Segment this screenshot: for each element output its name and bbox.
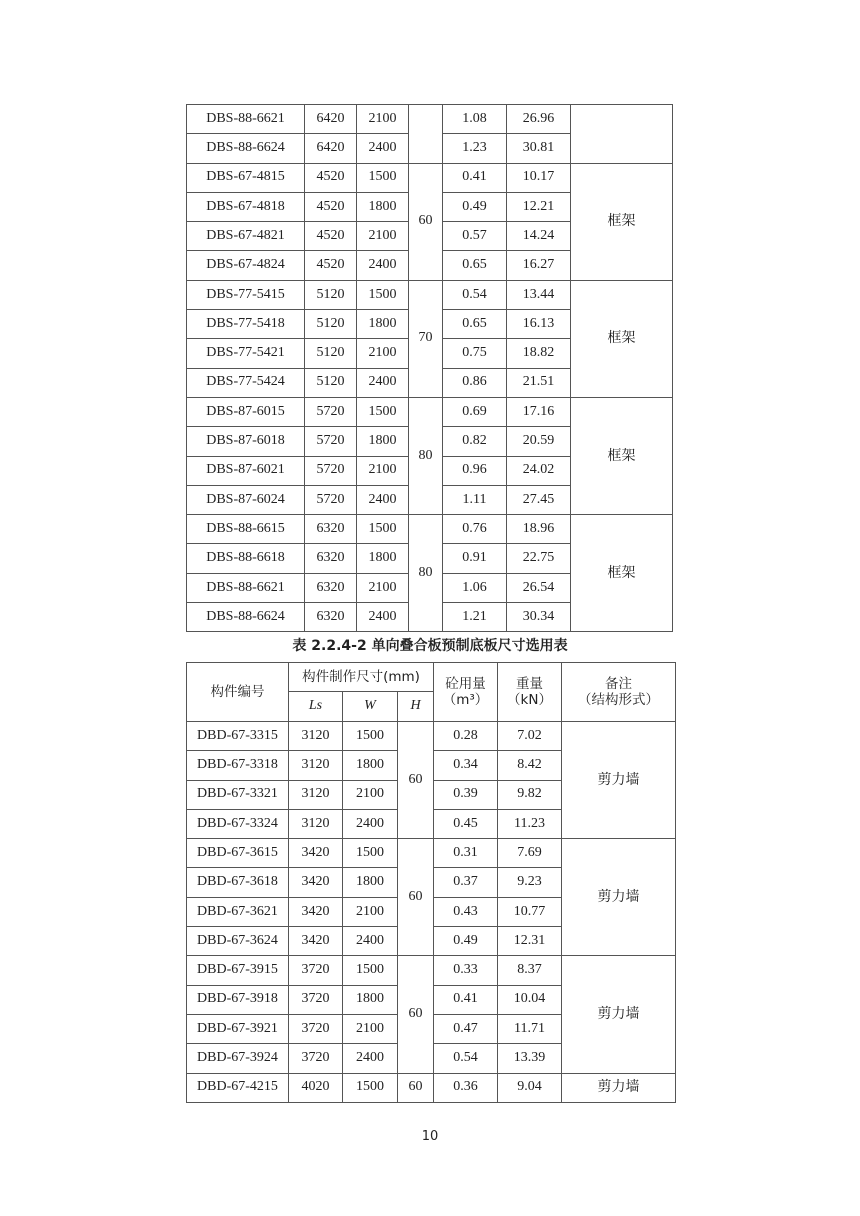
cell-concrete: 1.23: [443, 134, 507, 163]
cell-width: 1800: [343, 868, 398, 897]
cell-concrete: 0.45: [434, 809, 498, 838]
cell-width: 1500: [357, 515, 409, 544]
cell-concrete: 0.41: [443, 163, 507, 192]
cell-thickness: [409, 105, 443, 164]
cell-weight: 9.82: [498, 780, 562, 809]
cell-weight: 20.59: [507, 427, 571, 456]
cell-thickness: 60: [398, 839, 434, 956]
cell-component-id: DBS-88-6621: [187, 105, 305, 134]
cell-width: 1500: [343, 1073, 398, 1102]
cell-concrete: 0.86: [443, 368, 507, 397]
cell-concrete: 0.54: [434, 1044, 498, 1073]
col-header-concrete-label: 砼用量: [445, 675, 486, 692]
cell-thickness: 80: [409, 397, 443, 514]
cell-length: 6320: [305, 515, 357, 544]
cell-weight: 18.96: [507, 515, 571, 544]
cell-length: 6420: [305, 105, 357, 134]
cell-thickness: 80: [409, 515, 443, 632]
cell-weight: 16.13: [507, 310, 571, 339]
cell-width: 2400: [343, 1044, 398, 1073]
cell-concrete: 0.91: [443, 544, 507, 573]
cell-thickness: 60: [398, 1073, 434, 1102]
cell-weight: 7.69: [498, 839, 562, 868]
cell-width: 2400: [357, 251, 409, 280]
cell-structure-note: 剪力墙: [562, 722, 676, 839]
cell-component-id: DBD-67-3618: [187, 868, 289, 897]
cell-component-id: DBS-87-6018: [187, 427, 305, 456]
cell-weight: 9.04: [498, 1073, 562, 1102]
cell-length: 3720: [289, 1014, 343, 1043]
cell-concrete: 0.33: [434, 956, 498, 985]
cell-weight: 12.31: [498, 927, 562, 956]
cell-component-id: DBS-77-5421: [187, 339, 305, 368]
slab-table-continued: [186, 104, 673, 632]
cell-concrete: 1.06: [443, 573, 507, 602]
cell-structure-note: 框架: [571, 515, 673, 632]
cell-concrete: 0.43: [434, 897, 498, 926]
cell-length: 5720: [305, 427, 357, 456]
cell-width: 2100: [343, 1014, 398, 1043]
cell-width: 2100: [357, 222, 409, 251]
col-header-concrete: [434, 663, 498, 722]
cell-component-id: DBS-77-5415: [187, 280, 305, 309]
cell-concrete: 0.39: [434, 780, 498, 809]
table-row: [187, 397, 673, 426]
cell-width: 2100: [357, 339, 409, 368]
cell-width: 1800: [343, 985, 398, 1014]
col-header-h: H: [398, 692, 434, 722]
cell-weight: 18.82: [507, 339, 571, 368]
cell-concrete: 1.21: [443, 603, 507, 632]
cell-concrete: 0.36: [434, 1073, 498, 1102]
table-row: [187, 515, 673, 544]
cell-component-id: DBS-87-6021: [187, 456, 305, 485]
cell-thickness: 60: [409, 163, 443, 280]
cell-component-id: DBS-88-6615: [187, 515, 305, 544]
cell-concrete: 0.96: [443, 456, 507, 485]
cell-width: 1500: [343, 956, 398, 985]
cell-component-id: DBS-67-4821: [187, 222, 305, 251]
cell-width: 2400: [357, 485, 409, 514]
cell-length: 3720: [289, 985, 343, 1014]
table-row: [187, 105, 673, 134]
cell-concrete: 0.41: [434, 985, 498, 1014]
cell-structure-note: 剪力墙: [562, 956, 676, 1073]
col-header-note-label: 备注: [605, 675, 633, 692]
cell-concrete: 1.08: [443, 105, 507, 134]
cell-width: 1500: [357, 163, 409, 192]
cell-length: 6320: [305, 544, 357, 573]
cell-structure-note: 剪力墙: [562, 1073, 676, 1102]
table-row: [187, 839, 676, 868]
cell-concrete: 0.34: [434, 751, 498, 780]
cell-structure-note: 剪力墙: [562, 839, 676, 956]
cell-length: 4020: [289, 1073, 343, 1102]
cell-component-id: DBD-67-3324: [187, 809, 289, 838]
cell-weight: 13.44: [507, 280, 571, 309]
cell-component-id: DBS-67-4818: [187, 192, 305, 221]
cell-weight: 26.54: [507, 573, 571, 602]
cell-length: 3420: [289, 839, 343, 868]
cell-structure-note: 框架: [571, 280, 673, 397]
cell-component-id: DBD-67-3321: [187, 780, 289, 809]
cell-weight: 30.81: [507, 134, 571, 163]
cell-width: 2400: [357, 134, 409, 163]
col-header-weight-label: 重量: [516, 675, 544, 692]
cell-width: 2100: [357, 573, 409, 602]
cell-thickness: 60: [398, 722, 434, 839]
cell-length: 3120: [289, 809, 343, 838]
cell-concrete: 1.11: [443, 485, 507, 514]
one-way-slab-selection-table: [186, 662, 676, 1103]
col-header-weight-unit: （kN）: [507, 692, 552, 708]
cell-length: 3120: [289, 722, 343, 751]
cell-length: 4520: [305, 192, 357, 221]
cell-component-id: DBD-67-3315: [187, 722, 289, 751]
cell-concrete: 0.82: [443, 427, 507, 456]
cell-length: 3420: [289, 927, 343, 956]
cell-component-id: DBD-67-3318: [187, 751, 289, 780]
cell-weight: 12.21: [507, 192, 571, 221]
table-row: [187, 163, 673, 192]
cell-thickness: 60: [398, 956, 434, 1073]
cell-weight: 26.96: [507, 105, 571, 134]
cell-concrete: 0.65: [443, 251, 507, 280]
cell-thickness: 70: [409, 280, 443, 397]
table-header-row: [187, 663, 676, 692]
cell-width: 1500: [357, 397, 409, 426]
cell-length: 5120: [305, 339, 357, 368]
col-header-id: 构件编号: [187, 663, 289, 722]
cell-component-id: DBD-67-3921: [187, 1014, 289, 1043]
cell-weight: 11.71: [498, 1014, 562, 1043]
cell-width: 2100: [357, 456, 409, 485]
cell-width: 2400: [343, 809, 398, 838]
cell-structure-note: 框架: [571, 397, 673, 514]
cell-width: 2100: [343, 780, 398, 809]
cell-weight: 22.75: [507, 544, 571, 573]
cell-length: 3120: [289, 780, 343, 809]
cell-weight: 17.16: [507, 397, 571, 426]
cell-concrete: 0.28: [434, 722, 498, 751]
cell-weight: 27.45: [507, 485, 571, 514]
cell-weight: 8.37: [498, 956, 562, 985]
cell-concrete: 0.49: [434, 927, 498, 956]
cell-component-id: DBS-88-6624: [187, 134, 305, 163]
cell-concrete: 0.37: [434, 868, 498, 897]
cell-width: 2400: [357, 603, 409, 632]
cell-weight: 10.17: [507, 163, 571, 192]
table-row: [187, 1073, 676, 1102]
cell-concrete: 0.65: [443, 310, 507, 339]
cell-length: 3420: [289, 868, 343, 897]
cell-length: 5720: [305, 456, 357, 485]
col-header-w: W: [343, 692, 398, 722]
cell-width: 1800: [357, 427, 409, 456]
cell-length: 5720: [305, 397, 357, 426]
cell-concrete: 0.31: [434, 839, 498, 868]
cell-weight: 14.24: [507, 222, 571, 251]
cell-length: 3120: [289, 751, 343, 780]
cell-length: 4520: [305, 251, 357, 280]
cell-concrete: 0.75: [443, 339, 507, 368]
cell-component-id: DBD-67-3924: [187, 1044, 289, 1073]
table-caption: 表 2.2.4-2 单向叠合板预制底板尺寸选用表: [292, 638, 568, 654]
cell-weight: 21.51: [507, 368, 571, 397]
cell-weight: 24.02: [507, 456, 571, 485]
cell-component-id: DBS-87-6024: [187, 485, 305, 514]
cell-component-id: DBD-67-3624: [187, 927, 289, 956]
col-header-note: [562, 663, 676, 722]
cell-component-id: DBS-67-4815: [187, 163, 305, 192]
cell-length: 4520: [305, 222, 357, 251]
table-row: [187, 956, 676, 985]
cell-width: 2400: [343, 927, 398, 956]
cell-length: 4520: [305, 163, 357, 192]
cell-concrete: 0.54: [443, 280, 507, 309]
cell-component-id: DBS-67-4824: [187, 251, 305, 280]
cell-width: 1800: [343, 751, 398, 780]
cell-weight: 10.77: [498, 897, 562, 926]
cell-weight: 16.27: [507, 251, 571, 280]
cell-concrete: 0.49: [443, 192, 507, 221]
cell-width: 1800: [357, 310, 409, 339]
cell-width: 1800: [357, 544, 409, 573]
cell-length: 3720: [289, 956, 343, 985]
cell-weight: 8.42: [498, 751, 562, 780]
cell-concrete: 0.47: [434, 1014, 498, 1043]
cell-component-id: DBS-77-5418: [187, 310, 305, 339]
cell-component-id: DBD-67-3915: [187, 956, 289, 985]
cell-weight: 13.39: [498, 1044, 562, 1073]
cell-component-id: DBS-87-6015: [187, 397, 305, 426]
cell-weight: 10.04: [498, 985, 562, 1014]
cell-component-id: DBD-67-3615: [187, 839, 289, 868]
cell-weight: 9.23: [498, 868, 562, 897]
cell-weight: 11.23: [498, 809, 562, 838]
cell-width: 1500: [357, 280, 409, 309]
cell-component-id: DBD-67-4215: [187, 1073, 289, 1102]
cell-length: 5720: [305, 485, 357, 514]
cell-concrete: 0.57: [443, 222, 507, 251]
cell-length: 6420: [305, 134, 357, 163]
cell-concrete: 0.76: [443, 515, 507, 544]
col-header-ls: Ls: [289, 692, 343, 722]
cell-component-id: DBD-67-3918: [187, 985, 289, 1014]
cell-structure-note: [571, 105, 673, 164]
cell-width: 1800: [357, 192, 409, 221]
cell-weight: 7.02: [498, 722, 562, 751]
col-header-concrete-unit: （m³）: [442, 692, 489, 708]
cell-length: 6320: [305, 603, 357, 632]
cell-component-id: DBS-88-6624: [187, 603, 305, 632]
cell-concrete: 0.69: [443, 397, 507, 426]
table-row: [187, 722, 676, 751]
cell-width: 1500: [343, 839, 398, 868]
cell-width: 2100: [357, 105, 409, 134]
cell-length: 5120: [305, 368, 357, 397]
cell-component-id: DBS-88-6621: [187, 573, 305, 602]
cell-component-id: DBS-88-6618: [187, 544, 305, 573]
cell-length: 6320: [305, 573, 357, 602]
cell-structure-note: 框架: [571, 163, 673, 280]
col-header-weight: [498, 663, 562, 722]
cell-length: 5120: [305, 280, 357, 309]
cell-width: 2400: [357, 368, 409, 397]
cell-component-id: DBD-67-3621: [187, 897, 289, 926]
cell-width: 2100: [343, 897, 398, 926]
cell-length: 3420: [289, 897, 343, 926]
cell-length: 3720: [289, 1044, 343, 1073]
cell-component-id: DBS-77-5424: [187, 368, 305, 397]
cell-length: 5120: [305, 310, 357, 339]
col-header-size: 构件制作尺寸(mm): [289, 663, 434, 692]
cell-width: 1500: [343, 722, 398, 751]
page-number: 10: [421, 1129, 439, 1144]
col-header-note-sub: （结构形式）: [578, 692, 660, 708]
cell-weight: 30.34: [507, 603, 571, 632]
table-row: [187, 280, 673, 309]
